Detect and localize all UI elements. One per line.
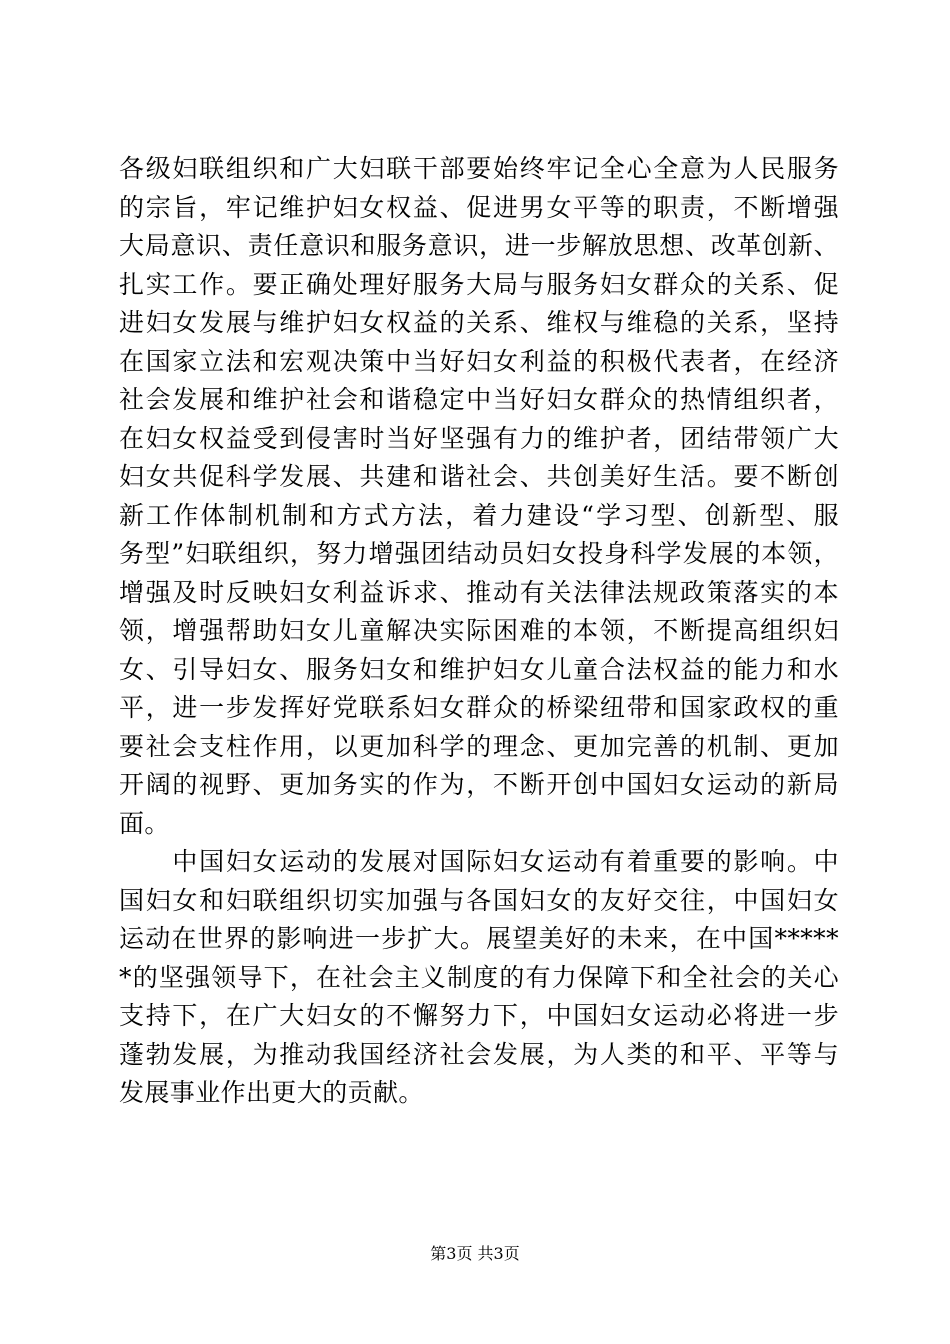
text-line: 进妇女发展与维护妇女权益的关系、维权与维稳的关系，坚持: [119, 308, 839, 337]
body-text: [119, 150, 839, 1113]
text-line: 社会发展和维护社会和谐稳定中当好妇女群众的热情组织者，: [119, 385, 839, 414]
text-line: 支持下，在广大妇女的不懈努力下，中国妇女运动必将进一步: [119, 1001, 839, 1030]
text-line: 扎实工作。要正确处理好服务大局与服务妇女群众的关系、促: [119, 269, 839, 299]
text-line: *的坚强领导下，在社会主义制度的有力保障下和全社会的关心: [119, 962, 839, 992]
text-line: 平，进一步发挥好党联系妇女群众的桥梁纽带和国家政权的重: [119, 693, 839, 722]
text-line: 新工作体制机制和方式方法，着力建设“学习型、创新型、服: [119, 500, 839, 530]
text-line: 面。: [119, 808, 170, 838]
text-line: 发展事业作出更大的贡献。: [119, 1078, 424, 1107]
text-line: 的宗旨，牢记维护妇女权益、促进男女平等的职责，不断增强: [119, 192, 839, 222]
text-line: 女、引导妇女、服务妇女和维护妇女儿童合法权益的能力和水: [119, 654, 839, 684]
text-line: 运动在世界的影响进一步扩大。展望美好的未来，在中国*****: [119, 924, 839, 953]
text-line: 各级妇联组织和广大妇联干部要始终牢记全心全意为人民服务: [119, 154, 839, 183]
text-line: 开阔的视野、更加务实的作为，不断开创中国妇女运动的新局: [119, 770, 839, 799]
text-line: 在妇女权益受到侵害时当好坚强有力的维护者，团结带领广大: [119, 423, 839, 453]
text-line: 国妇女和妇联组织切实加强与各国妇女的友好交往，中国妇女: [119, 885, 839, 915]
text-line: 增强及时反映妇女利益诉求、推动有关法律法规政策落实的本: [119, 577, 839, 607]
text-line: 务型”妇联组织，努力增强团结动员妇女投身科学发展的本领，: [119, 539, 839, 568]
text-line: 领，增强帮助妇女儿童解决实际困难的本领，不断提高组织妇: [119, 616, 839, 645]
text-line: 在国家立法和宏观决策中当好妇女利益的积极代表者，在经济: [119, 346, 839, 376]
text-line: 要社会支柱作用，以更加科学的理念、更加完善的机制、更加: [119, 731, 839, 761]
text-line: 中国妇女运动的发展对国际妇女运动有着重要的影响。中: [119, 847, 839, 876]
page-footer: 第3页 共3页: [430, 1244, 520, 1263]
text-line: 蓬勃发展，为推动我国经济社会发展，为人类的和平、平等与: [119, 1039, 839, 1069]
text-line: 大局意识、责任意识和服务意识，进一步解放思想、改革创新、: [119, 231, 839, 260]
text-line: 妇女共促科学发展、共建和谐社会、共创美好生活。要不断创: [119, 462, 839, 491]
